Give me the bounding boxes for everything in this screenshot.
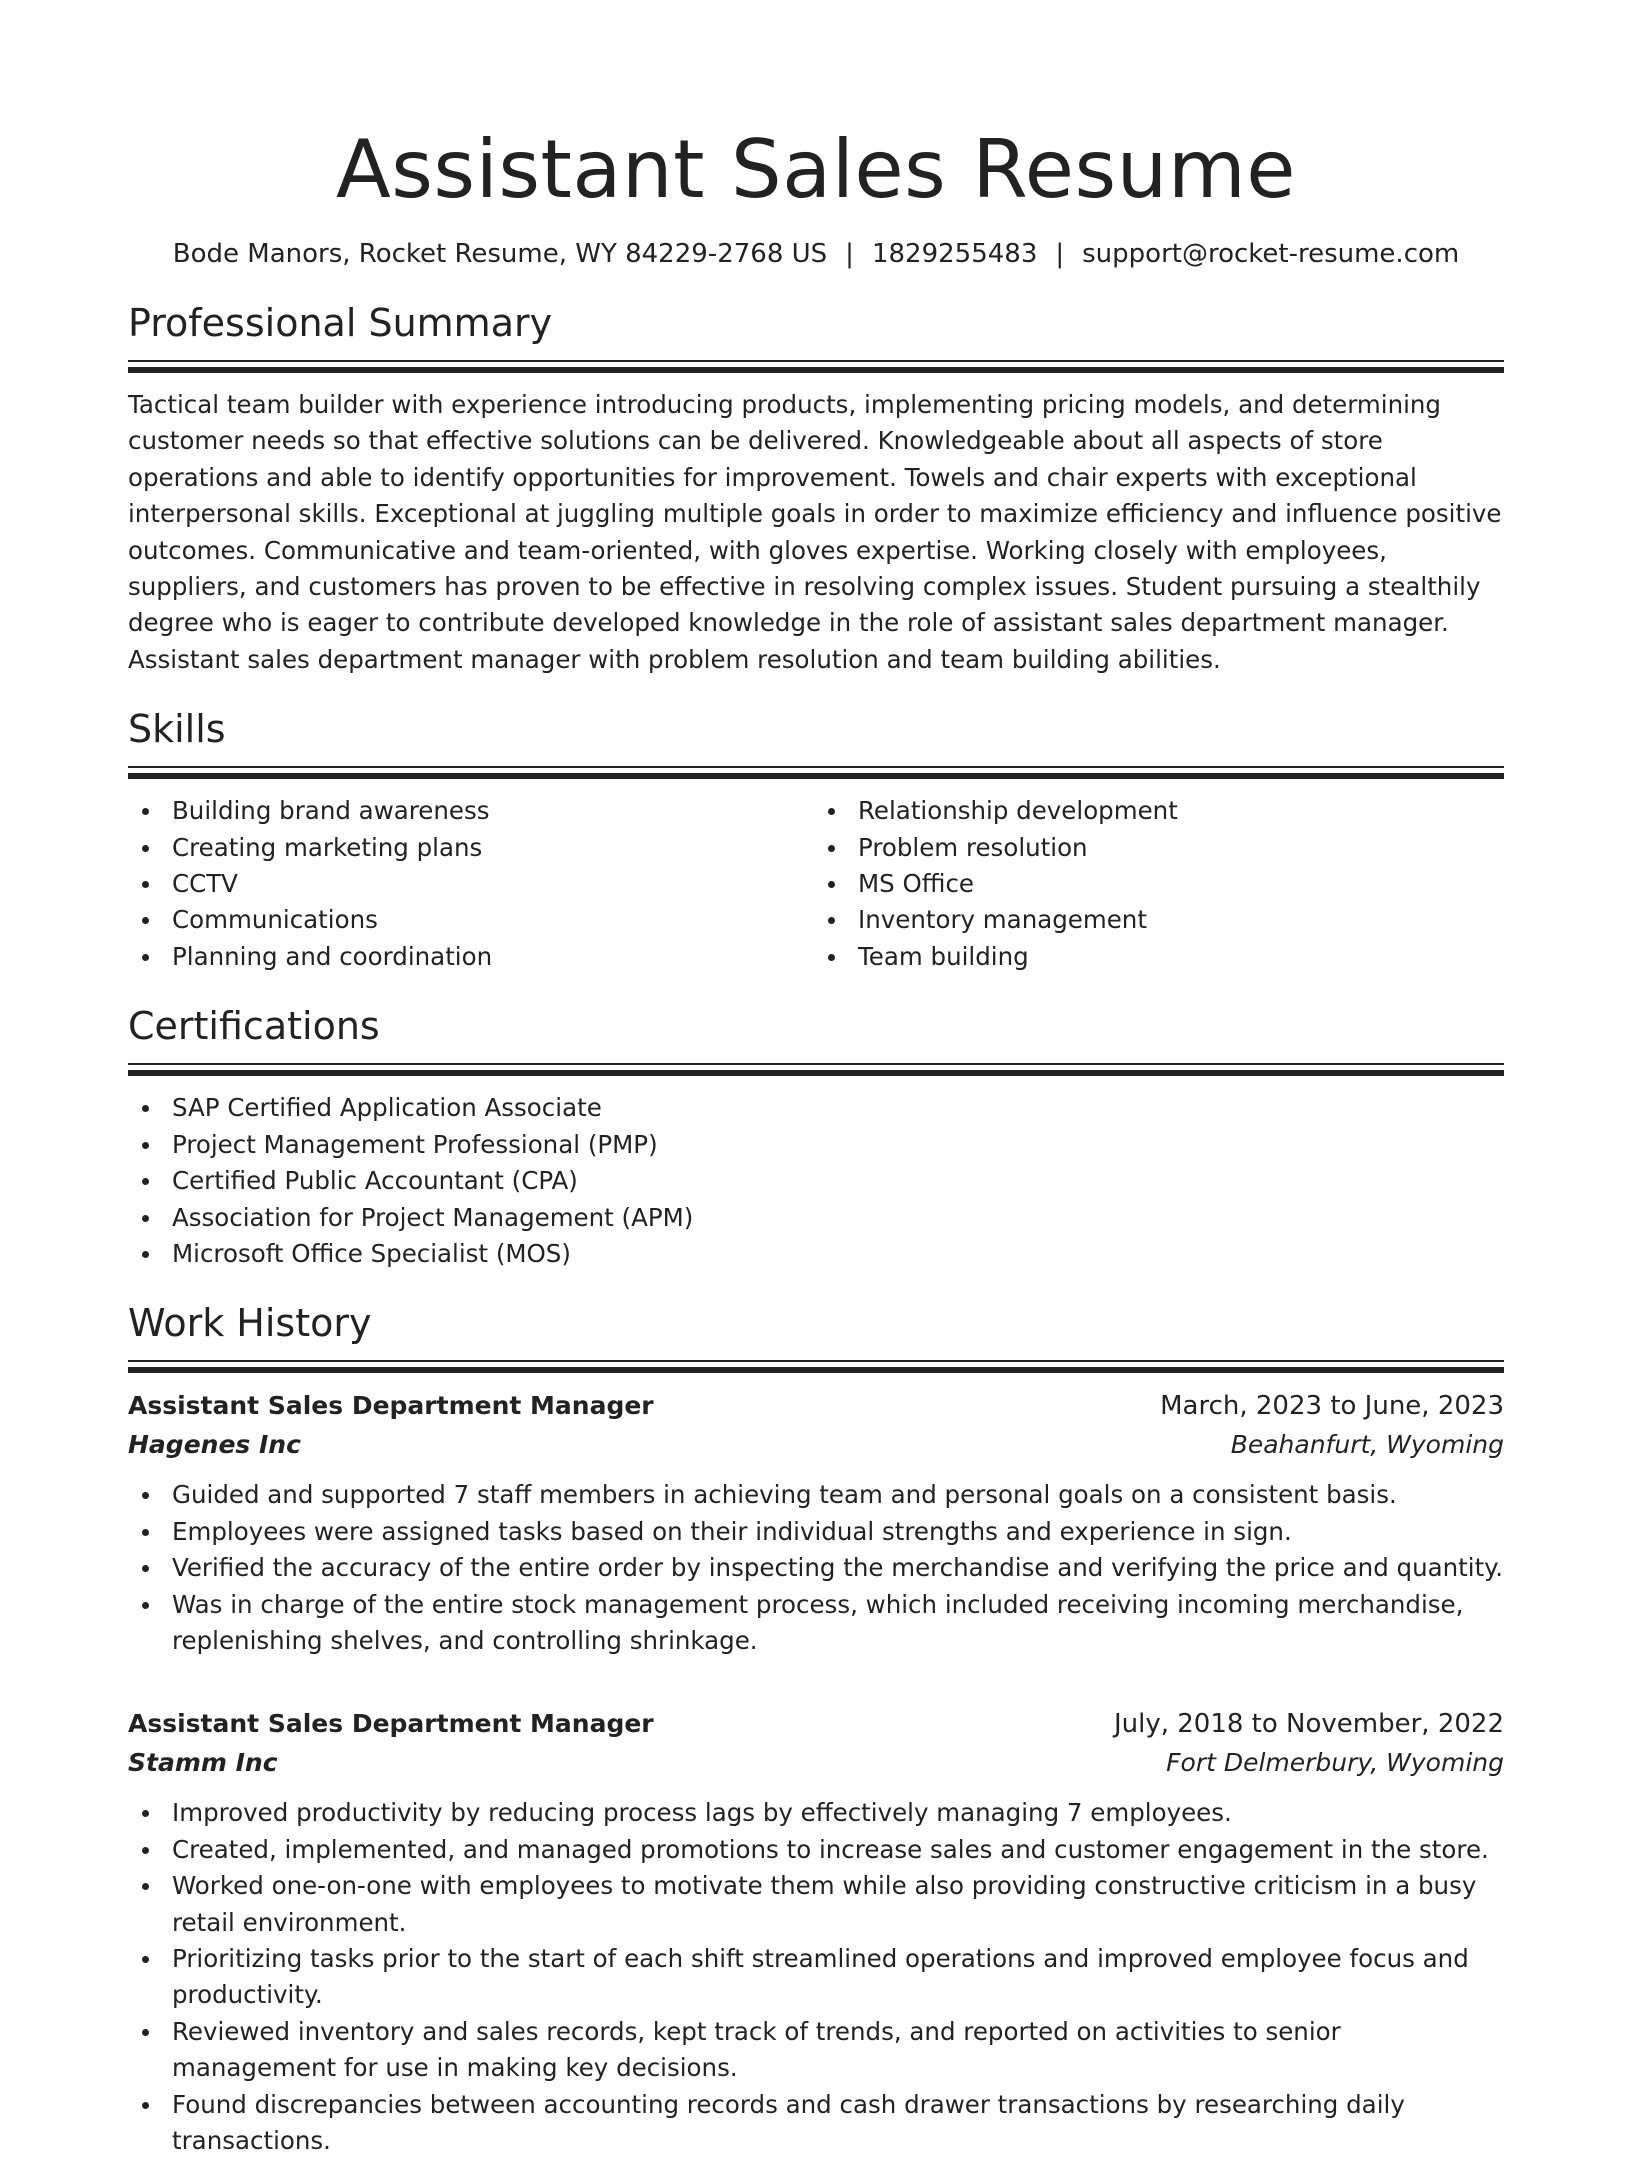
job-company: Stamm Inc bbox=[128, 1748, 278, 1778]
section-heading-skills: Skills bbox=[128, 707, 226, 752]
section-divider bbox=[128, 766, 1504, 779]
job-bullet: Worked one-on-one with employees to motivate them while also providing constructive criticism in a busy retail environment. bbox=[128, 1868, 1504, 1941]
job-bullet: Employees were assigned tasks based on their individual strengths and experience in sign. bbox=[128, 1514, 1504, 1550]
skills-list-left bbox=[128, 793, 816, 975]
job-bullets bbox=[128, 1477, 1504, 1659]
skill-item: MS Office bbox=[814, 866, 1502, 902]
job-entry bbox=[128, 1705, 1504, 2159]
job-bullet: Verified the accuracy of the entire order by inspecting the merchandise and verifying the price and quantity. bbox=[128, 1550, 1504, 1586]
skill-item: Communications bbox=[128, 902, 816, 938]
resume-content bbox=[128, 120, 1504, 2159]
job-subheader-row bbox=[128, 1743, 1504, 1783]
job-bullet: Improved productivity by reducing process lags by effectively managing 7 employees. bbox=[128, 1795, 1504, 1831]
contact-line bbox=[128, 236, 1504, 272]
job-bullet: Created, implemented, and managed promotions to increase sales and customer engagement in the store. bbox=[128, 1832, 1504, 1868]
job-location: Beahanfurt, Wyoming bbox=[1230, 1430, 1504, 1460]
skill-item: Creating marketing plans bbox=[128, 830, 816, 866]
job-subheader-row bbox=[128, 1425, 1504, 1465]
job-dates: July, 2018 to November, 2022 bbox=[1113, 1709, 1504, 1740]
skill-item: Team building bbox=[814, 939, 1502, 975]
certification-item: Certified Public Accountant (CPA) bbox=[128, 1163, 1504, 1199]
contact-address: Bode Manors, Rocket Resume, WY 84229-2768 US bbox=[172, 239, 828, 269]
summary-text: Tactical team builder with experience introducing products, implementing pricing models, and determining customer needs so that effective solutions can be delivered. Knowledgeable about all aspects of store operations and able to identify opportunities for improvement. Towels and chair experts with exceptional interpersonal skills. Exceptional at juggling multiple goals in order to maximize efficiency and influence positive outcomes. Communicative and team-oriented, with gloves expertise. Working closely with employees, suppliers, and customers has proven to be effective in resolving complex issues. Student pursuing a stealthily degree who is eager to contribute developed knowledge in the role of assistant sales department manager. Assistant sales department manager with problem resolution and team building abilities. bbox=[128, 390, 1502, 674]
job-title: Assistant Sales Department Manager bbox=[128, 1709, 654, 1739]
contact-separator: | bbox=[1055, 239, 1065, 269]
section-divider bbox=[128, 1063, 1504, 1076]
section-heading-certifications: Certifications bbox=[128, 1004, 380, 1049]
section-heading-summary: Professional Summary bbox=[128, 301, 553, 345]
job-bullet: Found discrepancies between accounting records and cash drawer transactions by researching daily transactions. bbox=[128, 2087, 1504, 2159]
skills-grid bbox=[128, 779, 1504, 975]
job-bullets bbox=[128, 1795, 1504, 2159]
section-heading-work-history: Work History bbox=[128, 1301, 372, 1346]
job-location: Fort Delmerbury, Wyoming bbox=[1166, 1748, 1504, 1778]
contact-phone: 1829255483 bbox=[871, 239, 1038, 269]
skill-item: Problem resolution bbox=[814, 830, 1502, 866]
resume-title: Assistant Sales Resume bbox=[336, 123, 1296, 216]
certification-item: Project Management Professional (PMP) bbox=[128, 1127, 1504, 1163]
job-header-row bbox=[128, 1705, 1504, 1743]
contact-email: support@rocket-resume.com bbox=[1082, 239, 1460, 269]
job-bullet: Prioritizing tasks prior to the start of each shift streamlined operations and improved employee focus and productivity. bbox=[128, 1941, 1504, 2014]
job-bullet: Reviewed inventory and sales records, kept track of trends, and reported on activities to senior management for use in making key decisions. bbox=[128, 2014, 1504, 2087]
skill-item: Relationship development bbox=[814, 793, 1502, 829]
certification-item: Microsoft Office Specialist (MOS) bbox=[128, 1236, 1504, 1272]
certifications-list bbox=[128, 1090, 1504, 1272]
skill-item: Planning and coordination bbox=[128, 939, 816, 975]
skill-item: Building brand awareness bbox=[128, 793, 816, 829]
job-title: Assistant Sales Department Manager bbox=[128, 1391, 654, 1421]
skill-item: Inventory management bbox=[814, 902, 1502, 938]
job-company: Hagenes Inc bbox=[128, 1430, 301, 1460]
job-entry bbox=[128, 1387, 1504, 1659]
job-bullet: Guided and supported 7 staff members in achieving team and personal goals on a consistent basis. bbox=[128, 1477, 1504, 1513]
skill-item: CCTV bbox=[128, 866, 816, 902]
job-dates: March, 2023 to June, 2023 bbox=[1160, 1391, 1504, 1422]
job-bullet: Was in charge of the entire stock management process, which included receiving incoming merchandise, replenishing shelves, and controlling shrinkage. bbox=[128, 1587, 1504, 1660]
section-divider bbox=[128, 1360, 1504, 1373]
section-divider bbox=[128, 360, 1504, 373]
contact-separator: | bbox=[845, 239, 854, 269]
job-header-row bbox=[128, 1387, 1504, 1425]
skills-list-right bbox=[814, 793, 1502, 975]
certification-item: Association for Project Management (APM) bbox=[128, 1200, 1504, 1236]
certification-item: SAP Certified Application Associate bbox=[128, 1090, 1504, 1126]
